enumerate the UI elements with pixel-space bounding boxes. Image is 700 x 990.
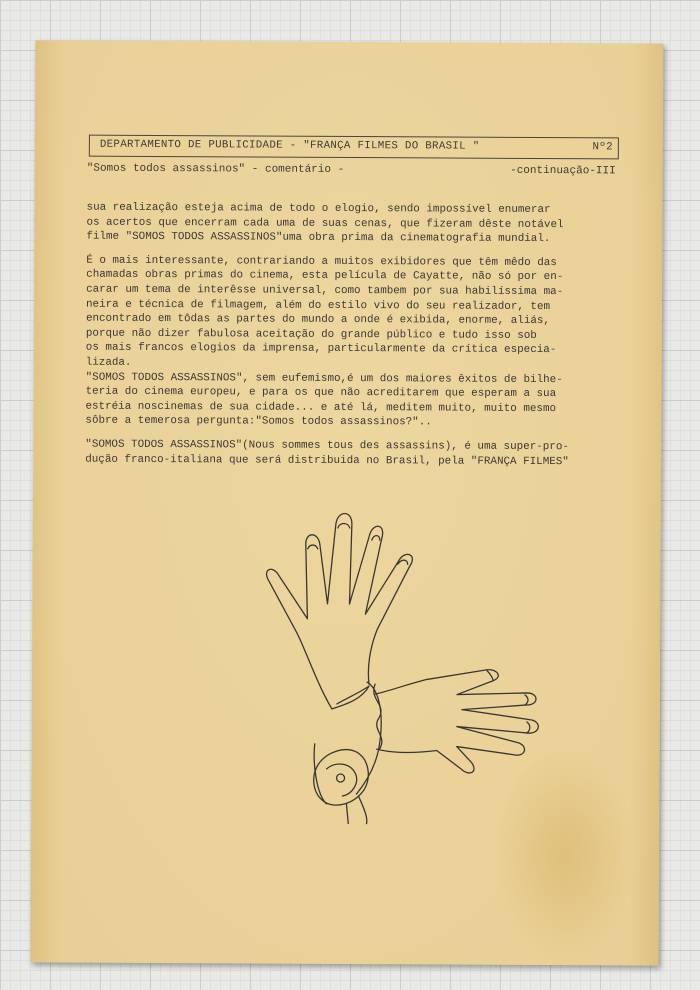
text-line: teria do cinema europeu, e para os que não acreditarem que esperam a sua	[85, 385, 557, 401]
text-line: dução franco-italiana que será distribuida no Brasil, pela "FRANÇA FILMES"	[85, 453, 569, 468]
text-line: carar um tema de interêsse universal, como tambem por sua habilíssima ma-	[86, 283, 564, 299]
text-line: filme "SOMOS TODOS ASSASSINOS"uma obra prima da cinematografia mundial.	[86, 230, 551, 246]
text-line: "SOMOS TODOS ASSASSINOS", sem eufemismo,é um dos maiores êxitos de bilhe-	[85, 371, 563, 386]
text-line: os acertos que encerram cada uma de suas cenas, que fizeram dêste notável	[86, 216, 564, 231]
text-line: sôbre a temerosa pergunta:"Somos todos assassinos?"..	[85, 414, 432, 429]
subheader-right: -continuação-III	[510, 164, 616, 178]
handcuffed-hands-illustration	[256, 504, 558, 826]
text-line: neira e técnica de filmagem, além do estilo vivo do seu realizador, tem	[86, 298, 551, 313]
text-line: os mais francos elogios da imprensa, particularmente da crítica especia-	[85, 341, 557, 357]
text-line: estréia noscinemas de sua cidade... e até lá, meditem muito, muito mesmo	[85, 400, 557, 415]
document-number: Nº2	[592, 141, 613, 154]
text-line: porque não dizer fabulosa aceitação do grande público e tudo isso sob	[85, 327, 537, 342]
text-line: encontrado em tôdas as partes do mundo a onde é exibida, enorme, aliás,	[85, 312, 551, 328]
body-text	[85, 201, 626, 470]
document-sheet	[31, 40, 664, 965]
text-line: "SOMOS TODOS ASSASSINOS"(Nous sommes tous des assassins), é uma super-pro-	[85, 438, 569, 454]
header-title: DEPARTAMENTO DE PUBLICIDADE - "FRANÇA FILMES DO BRASIL "	[99, 138, 480, 153]
text-line: É o mais interessante, contrariando a muitos exibidores que têm mêdo das	[86, 254, 557, 269]
text-line: chamadas obras primas do cinema, esta película de Cayatte, não só por en-	[86, 269, 564, 284]
header-box	[89, 135, 619, 160]
text-line: lizada.	[85, 356, 132, 369]
text-line: sua realização esteja acima de todo o elogio, sendo impossível enumerar	[86, 201, 551, 217]
subheader-left: "Somos todos assassinos" - comentário -	[86, 162, 345, 176]
